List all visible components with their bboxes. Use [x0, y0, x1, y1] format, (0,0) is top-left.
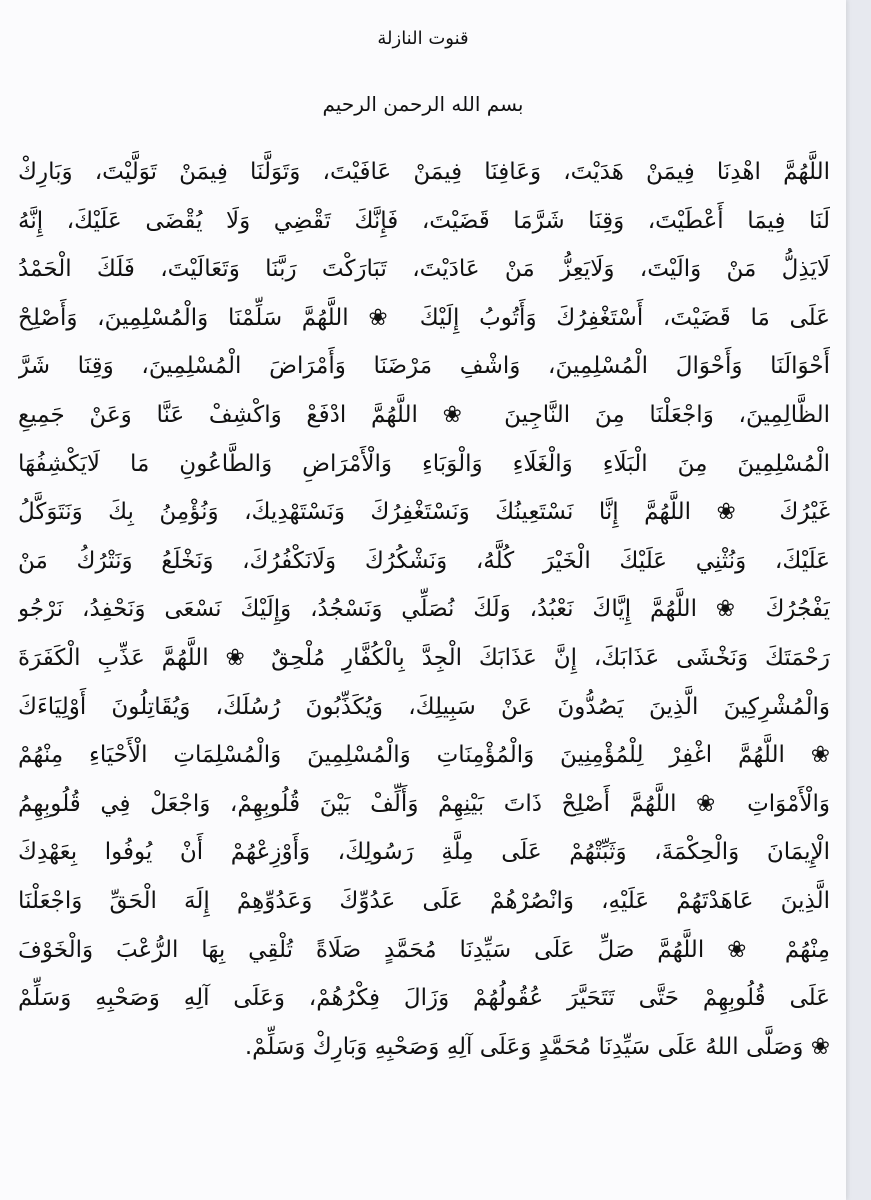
text-line: اللَّهُمَّ اهْدِنَا فِيمَنْ هَدَيْتَ، وَعَافِنَا فِيمَنْ عَافَيْتَ، وَتَوَلَّنَا فِيمَنْ تَوَلَّيْتَ، وَبَارِكْ	[18, 159, 830, 185]
text-line: الَّذِينَ عَاهَدْتَهُمْ عَلَيْهِ، وَانْصُرْهُمْ عَلَى عَدُوِّكَ وَعَدُوِّهِمْ إِلَهَ الْحَقِّ وَاجْعَلْنَا	[18, 887, 830, 914]
text-line: لَايَذِلُّ مَنْ وَالَيْتَ، وَلَايَعِزُّ مَنْ عَادَيْتَ، تَبَارَكْتَ رَبَّنَا وَتَعَالَيْتَ، فَلَكَ الْحَمْدُ	[18, 256, 830, 283]
text-line: عَلَيْكَ، وَنُثْنِي عَلَيْكَ الْخَيْرَ كُلَّهُ، وَنَشْكُرُكَ وَلَانَكْفُرُكَ، وَنَخْلَعُ وَنَتْرُكُ مَنْ	[18, 547, 830, 574]
page-title: قنوت النازلة	[377, 28, 469, 49]
text-line: لَنَا فِيمَا أَعْطَيْتَ، وَقِنَا شَرَّمَا قَضَيْتَ، فَإِنَّكَ تَقْضِي وَلَا يُقْضَى عَلَيْكَ، إِنَّهُ	[18, 207, 830, 234]
basmala-heading: بسم الله الرحمن الرحيم	[322, 92, 524, 116]
text-line: أَحْوَالَنَا وَأَحْوَالَ الْمُسْلِمِينَ، وَاشْفِ مَرْضَنَا وَأَمْرَاضَ الْمُسْلِمِينَ، وَقِنَا شَرَّ	[18, 353, 830, 380]
text-line: الْمُسْلِمِينَ مِنَ الْبَلَاءِ وَالْغَلَاءِ وَالْوَبَاءِ وَالْأَمْرَاضِ وَالطَّاعُونِ مَا لَايَكْشِفُهَا	[18, 450, 830, 477]
text-line: رَحْمَتَكَ وَنَخْشَى عَذَابَكَ، إِنَّ عَذَابَكَ الْجِدَّ بِالْكُفَّارِ مُلْحِقٌ ❀ اللَّهُمَّ عَذِّبِ الْكَفَرَةَ	[18, 644, 830, 671]
text-line: الظَّالِمِينَ، وَاجْعَلْنَا مِنَ النَّاجِينَ ❀ اللَّهُمَّ ادْفَعْ وَاكْشِفْ عَنَّا وَعَنْ جَمِيعِ	[18, 401, 830, 428]
text-line: ❀ اللَّهُمَّ اغْفِرْ لِلْمُؤْمِنِينَ وَالْمُؤْمِنَاتِ وَالْمُسْلِمِينَ وَالْمُسْلِمَاتِ الْأَحْيَاءِ مِنْهُمْ	[18, 742, 830, 769]
text-line: وَالْمُشْرِكِينَ الَّذِينَ يَصُدُّونَ عَنْ سَبِيلِكَ، وَيُكَذِّبُونَ رُسُلَكَ، وَيُقَاتِلُونَ أَوْلِيَاءَكَ	[18, 693, 830, 720]
text-line: عَلَى قُلُوبِهِمْ حَتَّى تَتَحَيَّرَ عُقُولُهُمْ وَزَالَ فِكْرُهُمْ، وَعَلَى آلِهِ وَصَحْبِهِ وَسَلِّمْ	[18, 985, 830, 1012]
text-line: مِنْهُمْ ❀ اللَّهُمَّ صَلِّ عَلَى سَيِّدِنَا مُحَمَّدٍ صَلَاةً تُلْقِي بِهَا الرُّعْبَ وَالْخَوْفَ	[18, 936, 830, 963]
text-line: الْإِيمَانَ وَالْحِكْمَةَ، وَثَبِّتْهُمْ عَلَى مِلَّةِ رَسُولِكَ، وَأَوْزِعْهُمْ أَنْ يُوفُوا بِعَهْدِكَ	[18, 839, 830, 866]
text-line: غَيْرُكَ ❀ اللَّهُمَّ إِنَّا نَسْتَعِينُكَ وَنَسْتَغْفِرُكَ وَنَسْتَهْدِيكَ، وَنُؤْمِنُ بِكَ وَنَتَوَكَّلُ	[18, 499, 830, 526]
text-line: يَفْجُرُكَ ❀ اللَّهُمَّ إِيَّاكَ نَعْبُدُ، وَلَكَ نُصَلِّي وَنَسْجُدُ، وَإِلَيْكَ نَسْعَى وَنَحْفِدُ، نَرْجُو	[18, 596, 830, 623]
text-line: ❀ وَصَلَّى اللهُ عَلَى سَيِّدِنَا مُحَمَّدٍ وَعَلَى آلِهِ وَصَحْبِهِ وَبَارِكْ وَسَلِّمْ.	[244, 1033, 830, 1060]
prayer-text	[18, 148, 830, 1071]
text-line: عَلَى مَا قَضَيْتَ، أَسْتَغْفِرُكَ وَأَتُوبُ إِلَيْكَ ❀ اللَّهُمَّ سَلِّمْنَا وَالْمُسْلِمِينَ، وَأَصْلِحْ	[18, 304, 830, 331]
text-line: وَالْأَمْوَاتِ ❀ اللَّهُمَّ أَصْلِحْ ذَاتَ بَيْنِهِمْ وَأَلِّفْ بَيْنَ قُلُوبِهِمْ، وَاجْعَلْ فِي قُلُوبِهِمُ	[18, 790, 830, 817]
